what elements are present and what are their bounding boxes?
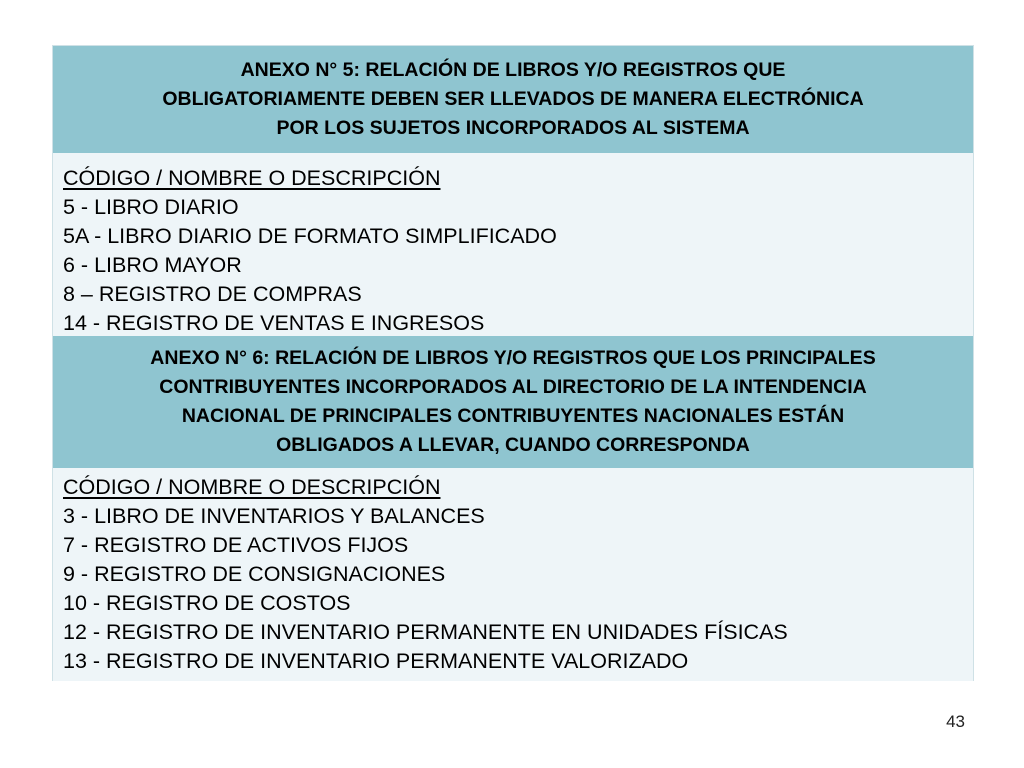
anexo6-body	[53, 468, 973, 681]
page-number: 43	[946, 712, 965, 731]
anexo5-item: 14 - REGISTRO DE VENTAS E INGRESOS	[63, 311, 485, 335]
annex-table	[52, 45, 974, 681]
anexo5-title-line: POR LOS SUJETOS INCORPORADOS AL SISTEMA	[276, 117, 750, 139]
anexo6-item: 13 - REGISTRO DE INVENTARIO PERMANENTE VALORIZADO	[63, 649, 689, 673]
anexo6-item: 12 - REGISTRO DE INVENTARIO PERMANENTE EN UNIDADES FÍSICAS	[63, 620, 788, 644]
anexo5-item: 5 - LIBRO DIARIO	[63, 195, 239, 219]
anexo6-item: 9 - REGISTRO DE CONSIGNACIONES	[63, 562, 446, 586]
anexo6-item: 10 - REGISTRO DE COSTOS	[63, 591, 351, 615]
anexo6-title-line: OBLIGADOS A LLEVAR, CUANDO CORRESPONDA	[276, 434, 750, 456]
anexo5-item: 6 - LIBRO MAYOR	[63, 253, 242, 277]
anexo6-title-line: NACIONAL DE PRINCIPALES CONTRIBUYENTES NACIONALES ESTÁN	[181, 405, 845, 427]
anexo6-title-line: ANEXO N° 6: RELACIÓN DE LIBROS Y/O REGISTROS QUE LOS PRINCIPALES	[150, 347, 876, 369]
anexo5-column-header: CÓDIGO / NOMBRE O DESCRIPCIÓN	[63, 166, 441, 190]
anexo5-title-line: OBLIGATORIAMENTE DEBEN SER LLEVADOS DE MANERA ELECTRÓNICA	[162, 88, 864, 110]
anexo5-title-line: ANEXO N° 5: RELACIÓN DE LIBROS Y/O REGISTROS QUE	[240, 59, 786, 81]
anexo5-item: 8 – REGISTRO DE COMPRAS	[63, 282, 362, 306]
anexo5-header	[53, 46, 973, 153]
anexo5-item: 5A - LIBRO DIARIO DE FORMATO SIMPLIFICADO	[63, 224, 557, 248]
anexo6-title-line: CONTRIBUYENTES INCORPORADOS AL DIRECTORIO DE LA INTENDENCIA	[159, 376, 867, 398]
anexo6-header	[53, 336, 973, 468]
anexo6-item: 7 - REGISTRO DE ACTIVOS FIJOS	[63, 533, 409, 557]
anexo6-item: 3 - LIBRO DE INVENTARIOS Y BALANCES	[63, 504, 485, 528]
anexo6-column-header: CÓDIGO / NOMBRE O DESCRIPCIÓN	[63, 475, 441, 499]
